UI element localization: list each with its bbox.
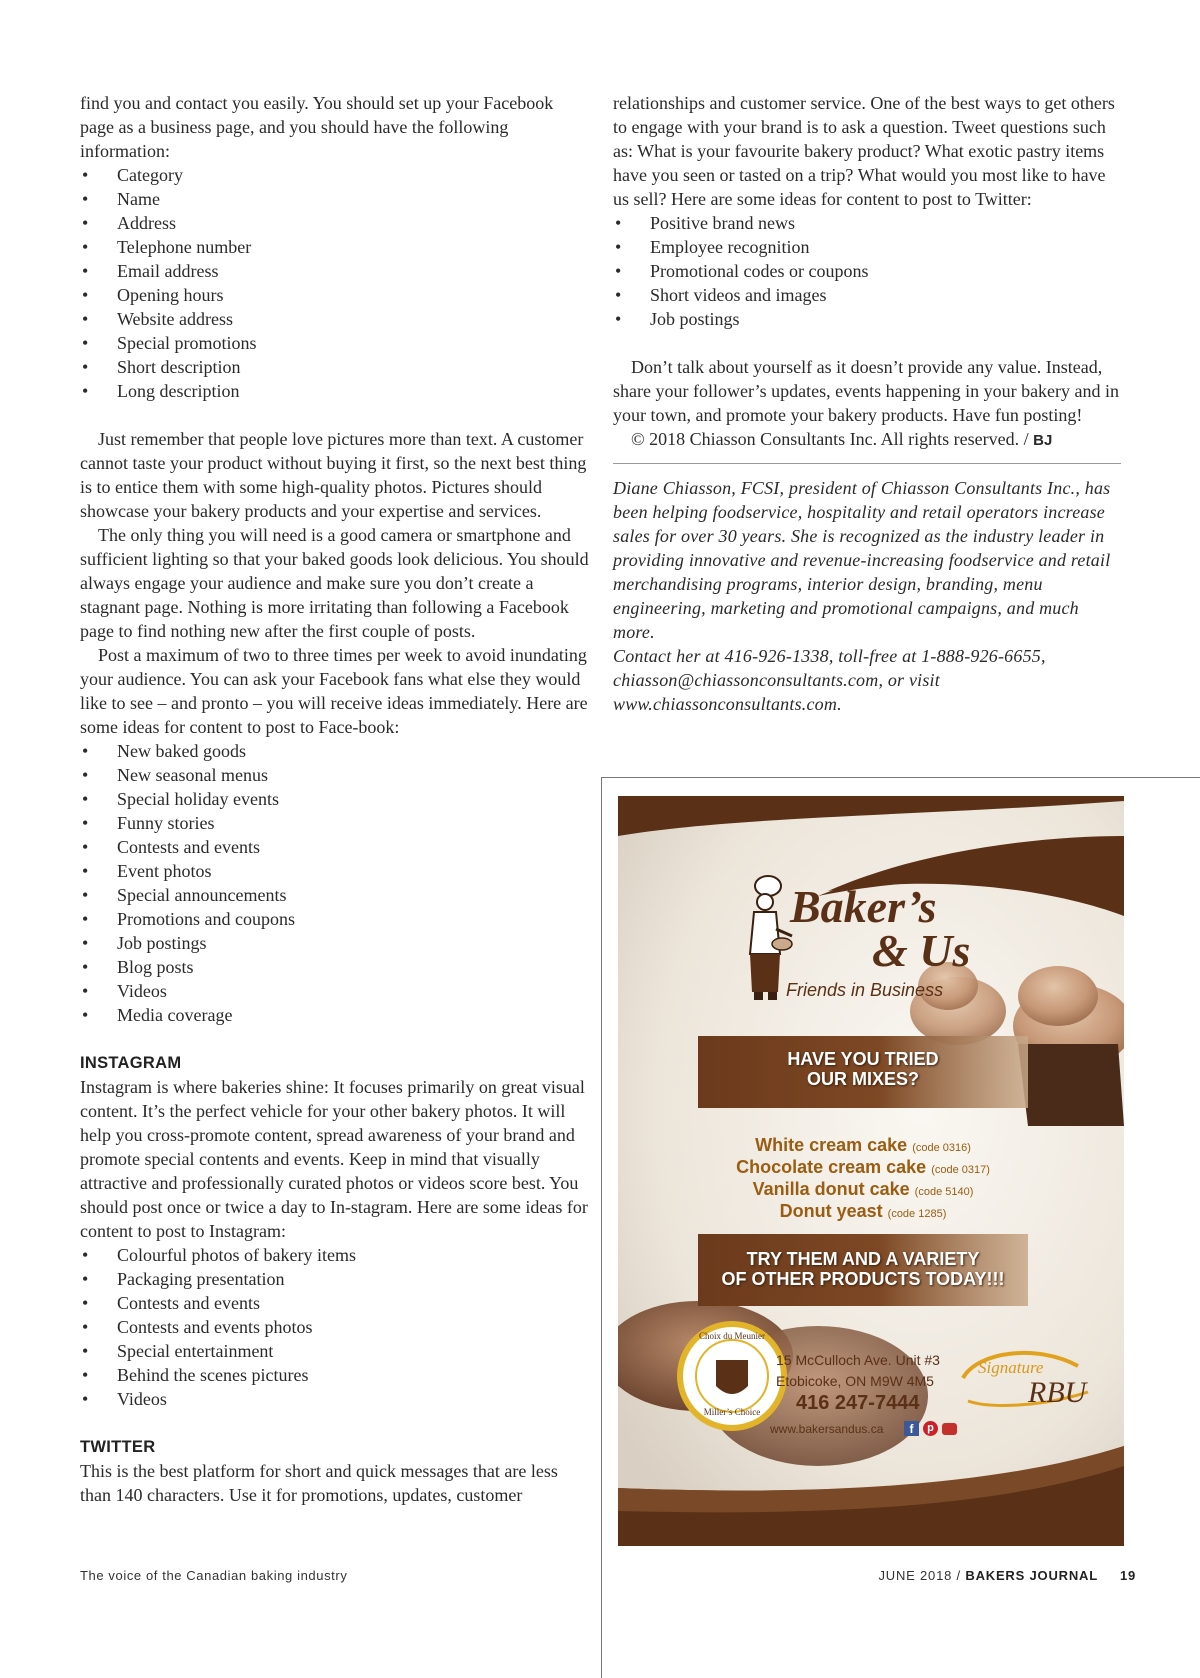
instagram-list (80, 1243, 590, 1411)
list-item: • Media coverage (80, 1003, 590, 1027)
try-them-banner-line1: TRY THEM AND A VARIETY (746, 1249, 980, 1269)
list-item: • Email address (80, 259, 590, 283)
instagram-heading: INSTAGRAM (80, 1054, 182, 1072)
author-bio: Diane Chiasson, FCSI, president of Chiasson Consultants Inc., has been helping foodservice, hospitality and retail operators increase sales for over 30 years. She is recognized as the industry leader in providing innovative and revenue-increasing foodservice and retail merchandising programs, interior design, branding, menu engineering, marketing and promotional campaigns, and much more. (613, 478, 1111, 642)
list-item: • Long description (80, 379, 590, 403)
list-item: • Opening hours (80, 283, 590, 307)
list-item: • New baked goods (80, 739, 590, 763)
list-item: • Employee recognition (613, 235, 1121, 259)
list-item: • Videos (80, 1387, 590, 1411)
list-item: • Name (80, 187, 590, 211)
footer-tagline: The voice of the Canadian baking industry (80, 1568, 348, 1583)
list-item: • Special holiday events (80, 787, 590, 811)
facebook-icon[interactable]: f (904, 1421, 919, 1436)
product-item: Donut yeast (code 1285) (779, 1201, 947, 1221)
post-max-paragraph: Post a maximum of two to three times per week to avoid inundating your audience. You can ask your Facebook fans what else they would like to see – and pronto – you will receive ideas immediately. Here are some ideas for content to post to Face-book: (80, 645, 588, 737)
list-item: • Special entertainment (80, 1339, 590, 1363)
magazine-name: BAKERS JOURNAL (965, 1568, 1098, 1583)
brand-name-line1: Baker’s (790, 881, 937, 932)
dont-talk-paragraph: Don’t talk about yourself as it doesn’t provide any value. Instead, share your follower’s updates, events happening in your bakery and in your town, and promote your bakery products. Have fun posting! (613, 357, 1120, 425)
list-item: • Contests and events photos (80, 1315, 590, 1339)
divider (613, 463, 1121, 464)
copyright-text: © 2018 Chiasson Consultants Inc. All rights reserved. / (631, 429, 1034, 449)
list-item: • Packaging presentation (80, 1267, 590, 1291)
twitter-heading: TWITTER (80, 1438, 156, 1456)
seal-bottom-text: Miller’s Choice (703, 1407, 761, 1417)
camera-paragraph: The only thing you will need is a good camera or smartphone and sufficient lighting so that your baked goods look delicious. You should always engage your audience and make sure you don’t create a stagnant page. Nothing is more irritating than following a Facebook page to find nothing new after the first couple of posts. (80, 525, 589, 641)
list-item: • Short videos and images (613, 283, 1121, 307)
pinterest-icon[interactable]: p (923, 1421, 938, 1436)
ad-website[interactable]: www.bakersandus.ca (770, 1422, 884, 1436)
signature-logo-mark: RBU (1028, 1376, 1087, 1409)
copyright-line (613, 427, 1121, 453)
pictures-paragraph: Just remember that people love pictures more than text. A customer cannot taste your product without buying it first, so the next best thing is to entice them with some high-quality photos. Pictures should showcase your bakery products and your expertise and services. (80, 429, 587, 521)
facebook-content-list (80, 739, 590, 1027)
youtube-icon[interactable] (942, 1423, 957, 1435)
list-item: • Special promotions (80, 331, 590, 355)
list-item: • Website address (80, 307, 590, 331)
twitter-paragraph: This is the best platform for short and quick messages that are less than 140 characters. Use it for promotions, updates, customer (80, 1461, 558, 1505)
list-item: • Funny stories (80, 811, 590, 835)
list-item: • Contests and events (80, 1291, 590, 1315)
list-item: • Blog posts (80, 955, 590, 979)
mixes-banner (698, 1049, 1028, 1089)
list-item: • Address (80, 211, 590, 235)
try-them-banner-line2: OF OTHER PRODUCTS TODAY!!! (721, 1269, 1005, 1289)
left-column (80, 91, 590, 1507)
list-item: • Job postings (80, 931, 590, 955)
bakers-and-us-ad[interactable] (618, 796, 1124, 1546)
list-item: • Contests and events (80, 835, 590, 859)
list-item: • Behind the scenes pictures (80, 1363, 590, 1387)
list-item: • Short description (80, 355, 590, 379)
list-item: • Category (80, 163, 590, 187)
signature-logo-word: Signature (978, 1358, 1044, 1377)
facebook-info-list (80, 163, 590, 403)
try-them-banner (698, 1249, 1028, 1289)
mixes-banner-line2: OUR MIXES? (806, 1069, 919, 1089)
product-list (698, 1136, 1028, 1224)
right-column (613, 91, 1121, 716)
intro-paragraph: find you and contact you easily. You should set up your Facebook page as a business page, and you should have the following information: (80, 93, 554, 161)
address-line1: 15 McCulloch Ave. Unit #3 (776, 1352, 940, 1368)
page-number: 19 (1119, 1568, 1136, 1583)
footer-issue-info (878, 1568, 1136, 1583)
address-line2: Etobicoke, ON M9W 4M5 (776, 1373, 934, 1389)
product-item: Chocolate cream cake (code 0317) (736, 1157, 990, 1177)
list-item: • New seasonal menus (80, 763, 590, 787)
product-item: Vanilla donut cake (code 5140) (752, 1179, 974, 1199)
brand-name-line2: & Us (872, 925, 971, 976)
brand-tagline: Friends in Business (786, 980, 944, 1000)
author-contact: Contact her at 416-926-1338, toll-free at 1-888-926-6655, chiasson@chiassonconsultants.com, or visit www.chiassonconsultants.com. (613, 646, 1046, 714)
list-item: • Promotions and coupons (80, 907, 590, 931)
issue-date: JUNE 2018 / (878, 1568, 966, 1583)
list-item: • Special announcements (80, 883, 590, 907)
twitter-list (613, 211, 1121, 331)
list-item: • Colourful photos of bakery items (80, 1243, 590, 1267)
list-item: • Promotional codes or coupons (613, 259, 1121, 283)
product-item: White cream cake (code 0316) (755, 1135, 971, 1155)
list-item: • Job postings (613, 307, 1121, 331)
list-item: • Telephone number (80, 235, 590, 259)
seal-top-text: Choix du Meunier (699, 1331, 765, 1341)
mixes-banner-line1: HAVE YOU TRIED (787, 1049, 939, 1069)
list-item: • Positive brand news (613, 211, 1121, 235)
list-item: • Event photos (80, 859, 590, 883)
phone-number: 416 247-7444 (796, 1392, 920, 1414)
instagram-paragraph: Instagram is where bakeries shine: It focuses primarily on great visual content. It’s the perfect vehicle for your other bakery photos. It will help you cross-promote content, spread awareness of your brand and promote special contents and events. Keep in mind that visually attractive and professionally curated photos or videos score best. You should post once or twice a day to In-stagram. Here are some ideas for content to post to Instagram: (80, 1077, 588, 1241)
list-item: • Videos (80, 979, 590, 1003)
relationships-paragraph: relationships and customer service. One of the best ways to get others to engage with your brand is to ask a question. Tweet questions such as: What is your favourite bakery product? What exotic pastry items have you seen or tasted on a trip? What would you most like to have us sell? Here are some ideas for content to post to Twitter: (613, 93, 1115, 209)
end-mark: BJ (1033, 432, 1053, 449)
